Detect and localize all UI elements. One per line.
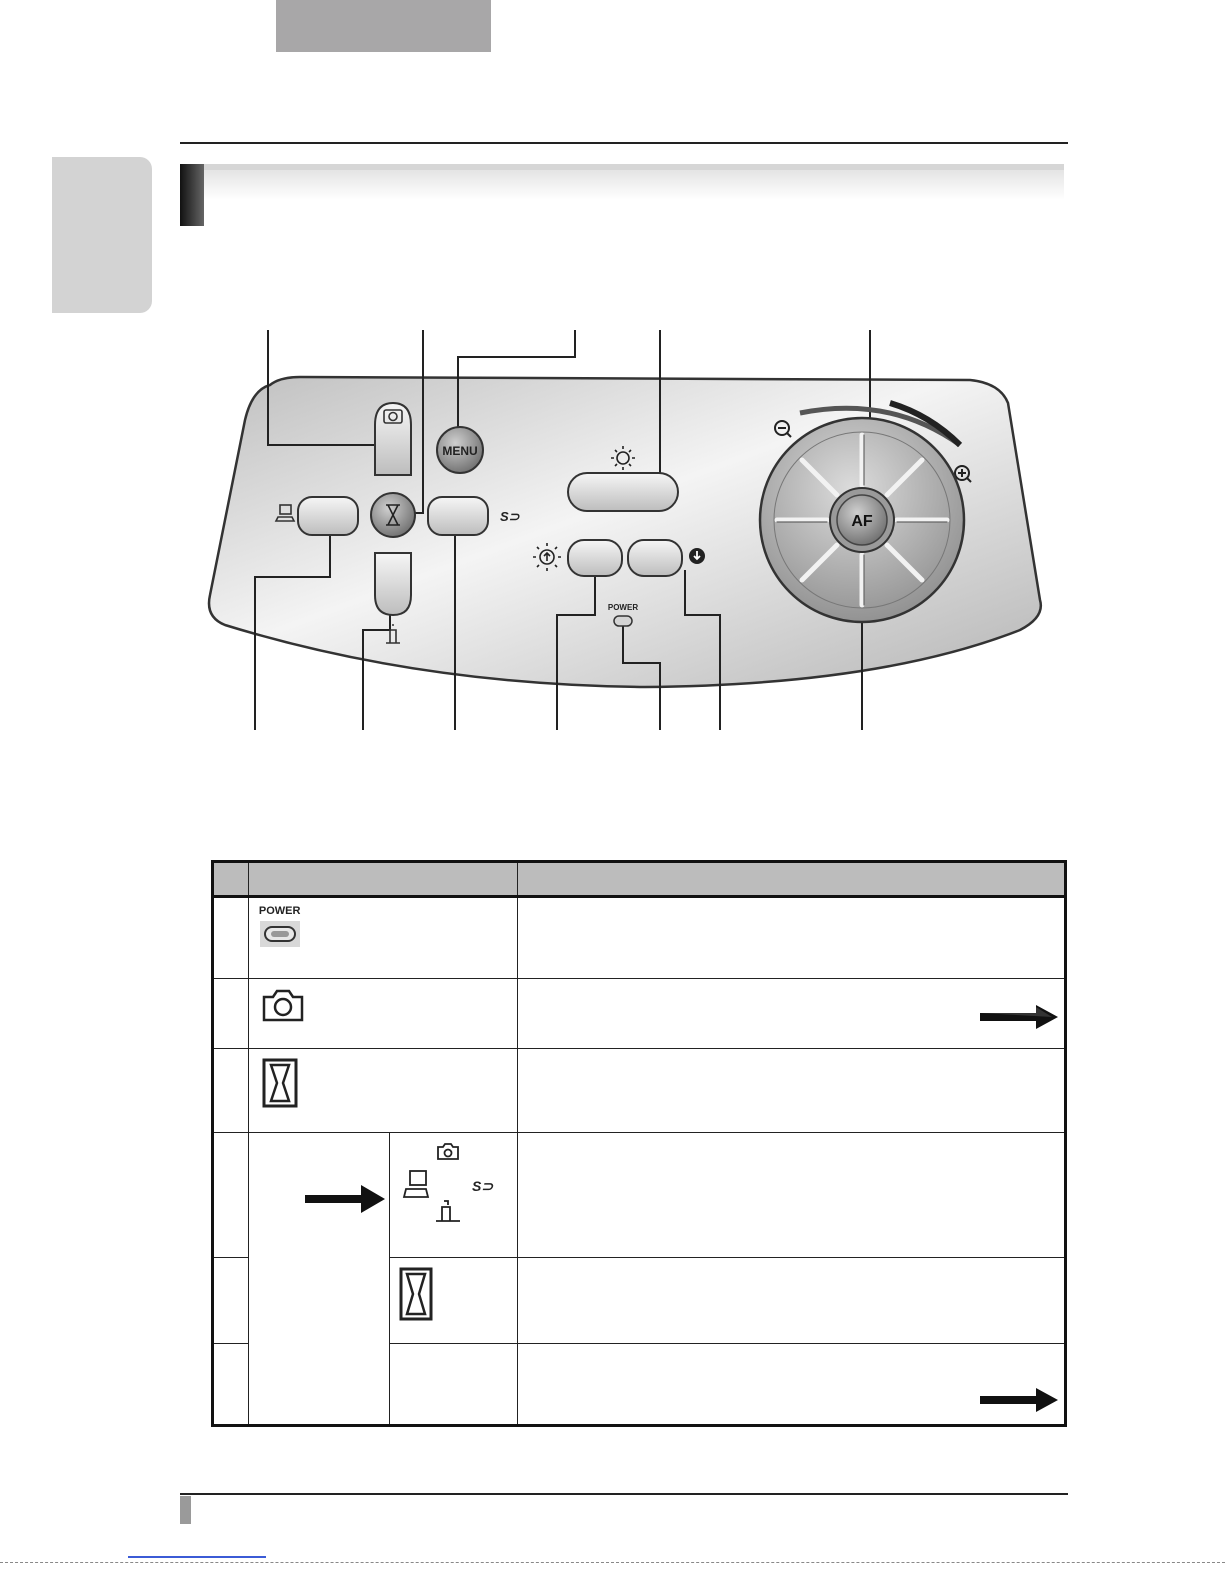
af-button-label: AF — [851, 513, 873, 530]
svg-text:S⊃: S⊃ — [472, 1178, 494, 1194]
button-function-table — [211, 860, 1067, 1427]
table-row — [213, 1133, 1066, 1258]
control-panel-illustration — [200, 325, 1050, 735]
section-heading-bar — [180, 164, 1064, 226]
table-row — [213, 1049, 1066, 1133]
power-icon-label: POWER — [258, 905, 301, 917]
reference-arrow-icon — [978, 1386, 1060, 1414]
mode-buttons-icon-group — [398, 1139, 510, 1239]
hourglass-icon — [398, 1266, 438, 1322]
table-header-row — [213, 862, 1066, 897]
header-rule — [180, 142, 1068, 144]
power-indicator-label: POWER — [607, 603, 639, 612]
table-row — [213, 979, 1066, 1049]
svg-text:S⊃: S⊃ — [500, 509, 520, 524]
camera-icon — [261, 987, 305, 1023]
footer-link-underline — [128, 1556, 266, 1558]
footer-rule — [180, 1493, 1068, 1495]
side-index-tab — [52, 157, 152, 313]
footer-marker — [180, 1496, 191, 1524]
reference-arrow-icon — [303, 1183, 387, 1215]
reference-arrow-icon — [978, 1003, 1060, 1031]
power-indicator-icon — [259, 920, 301, 948]
chapter-tab — [276, 0, 491, 52]
hourglass-icon — [261, 1057, 301, 1109]
page-trim-line — [0, 1562, 1225, 1563]
menu-button-label: MENU — [442, 444, 478, 458]
table-row — [213, 897, 1066, 979]
